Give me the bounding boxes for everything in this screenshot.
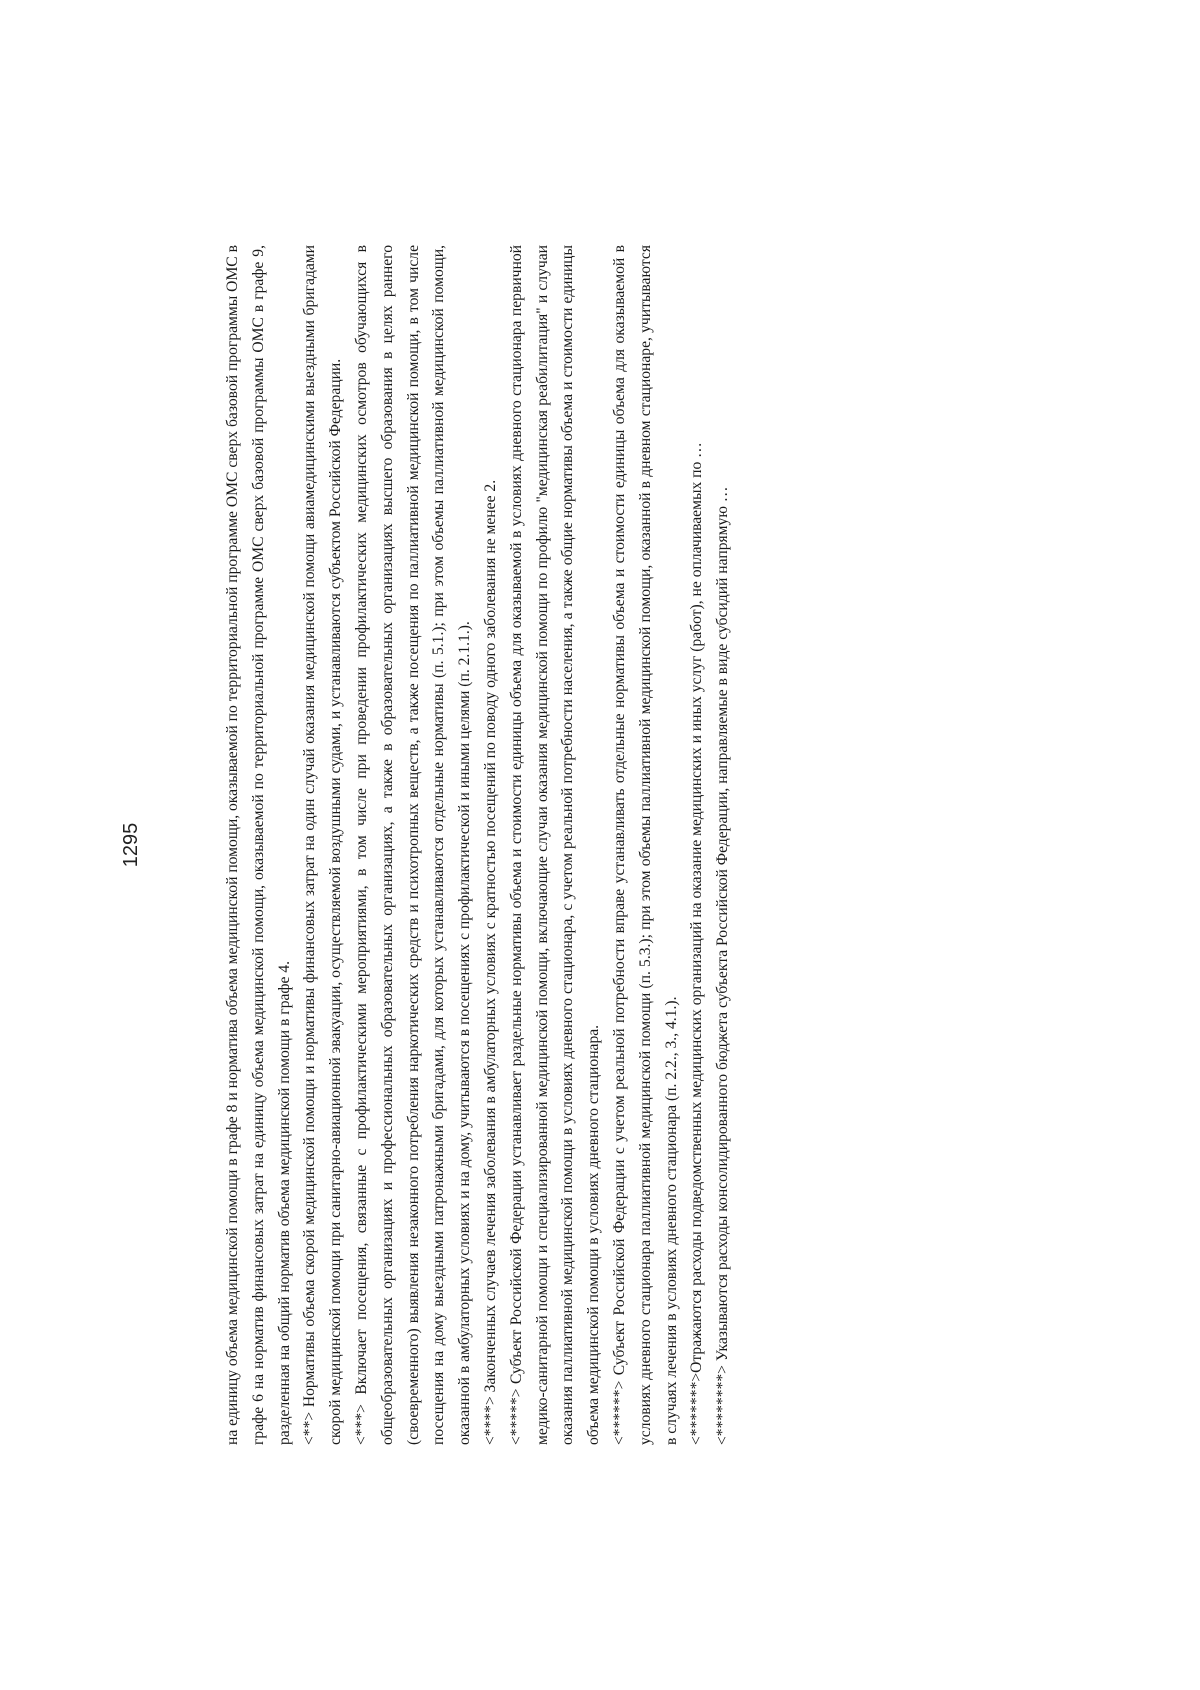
footnote-paragraph: <**> Нормативы объема скорой медицинской помощи и нормативы финансовых затрат на один случай оказания медицинской помощи авиамедицинскими выездными бригадами скорой медицинской помощи при санитарно-авиационной эвакуации, осуществляемой воздушными судами, и устанавливаются субъектом Российской Федерации.	[301, 245, 345, 1445]
footnote-paragraph: <*****> Субъект Российской Федерации устанавливает раздельные нормативы объема и стоимости единицы объема для оказываемой в условиях дневного стационара первичной медико-санитарной помощи и специализированной медицинской помощи, включающие случаи оказания медицинской помощи по профилю "медицинская реабилитация" и случаи оказания паллиативной медицинской помощи в условиях дневного стационара, с учетом реальной потребности населения, а также общие нормативы объема и стоимости единицы объема медицинской помощи в условиях дневного стационара.	[507, 245, 603, 1445]
footnote-paragraph: <******> Субъект Российской Федерации с учетом реальной потребности вправе устанавливать отдельные нормативы объема и стоимости единицы объема для оказываемой в условиях дневного стационара паллиативной медицинской помощи (п. 5.3.); при этом объемы паллиативной медицинской помощи, оказанной в дневном стационаре, учитываются в случаях лечения в условиях дневного стационара (п. 2.2., 3., 4.1.).	[610, 245, 680, 1445]
footnote-paragraph: <****> Законченных случаев лечения заболевания в амбулаторных условиях с кратностью посещений по поводу одного заболевания не менее 2.	[481, 479, 499, 1445]
footnote-paragraph: на единицу объема медицинской помощи в графе 8 и норматива объема медицинской помощи, оказываемой по территориальной программе ОМС сверх базовой программы ОМС в графе 6 на норматив финансовых затрат на единицу объема медицинской помощи, оказываемой по территориальной программе ОМС сверх базовой программы ОМС в графе 9, разделенная на общий норматив объема медицинской помощи в графе 4.	[224, 245, 293, 1445]
page-number: 1295	[120, 822, 142, 868]
footnote-paragraph: <*******>Отражаются расходы подведомственных медицинских организаций на оказание медицинских и иных услуг (работ), не оплачиваемых по …	[688, 442, 706, 1445]
footnote-paragraph: <***> Включает посещения, связанные с профилактическими мероприятиями, в том числе при проведении профилактических медицинских осмотров обучающихся в общеобразовательных организациях и профессиональных образовательных организациях, а также в образовательных организациях высшего образования в целях раннего (своевременного) выявления незаконного потребления наркотических средств и психотропных веществ, а также посещения по паллиативной медицинской помощи, в том числе посещения на дому выездными патронажными бригадами, для которых устанавливаются отдельные нормативы (п. 5.1.); при этом объемы паллиативной медицинской помощи, оказанной в амбулаторных условиях и на дому, учитываются в посещениях с профилактической и иными целями (п. 2.1.1.).	[352, 245, 474, 1445]
footnote-paragraph: <********> Указываются расходы консолидированного бюджета субъекта Российской Федерации, направляемые в виде субсидий напрямую …	[714, 486, 732, 1445]
rotated-page	[100, 125, 1100, 1565]
footnotes-text	[220, 245, 736, 1445]
